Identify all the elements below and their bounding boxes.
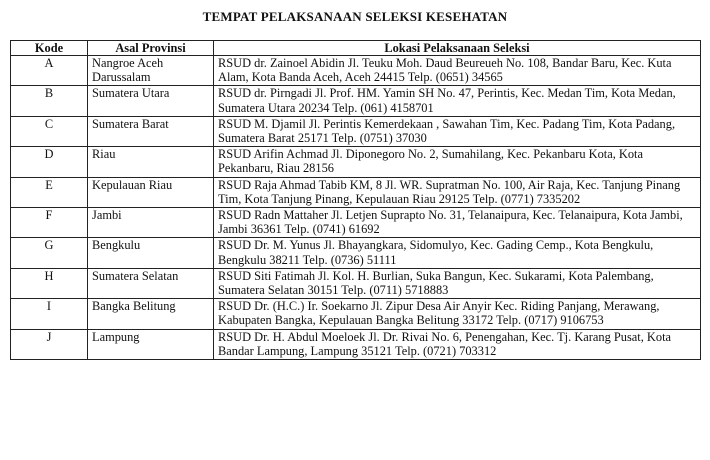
lokasi-cell: RSUD dr. Pirngadi Jl. Prof. HM. Yamin SH No. 47, Perintis, Kec. Medan Tim, Kota Medan, Sumatera Utara 20234 Telp. (061) 4158701 [214, 86, 701, 116]
kode-cell: B [11, 86, 88, 116]
header-asal-provinsi: Asal Provinsi [88, 41, 214, 56]
table-row [11, 56, 701, 86]
table-row [11, 177, 701, 207]
page-title: TEMPAT PELAKSANAAN SELEKSI KESEHATAN [202, 9, 508, 24]
table-header-row [11, 41, 701, 56]
kode-cell: D [11, 147, 88, 177]
kode-cell: C [11, 116, 88, 146]
provinsi-cell: Jambi [88, 208, 214, 238]
provinsi-cell: Kepulauan Riau [88, 177, 214, 207]
table-row [11, 208, 701, 238]
provinsi-cell: Nangroe Aceh Darussalam [88, 56, 214, 86]
lokasi-cell: RSUD Raja Ahmad Tabib KM, 8 Jl. WR. Supratman No. 100, Air Raja, Kec. Tanjung Pinang Tim, Kota Tanjung Pinang, Kepulauan Riau 29125 Telp. (0771) 7335202 [214, 177, 701, 207]
lokasi-cell: RSUD Siti Fatimah Jl. Kol. H. Burlian, Suka Bangun, Kec. Sukarami, Kota Palembang, Sumatera Selatan 30151 Telp. (0711) 5718883 [214, 268, 701, 298]
lokasi-cell: RSUD Dr. M. Yunus Jl. Bhayangkara, Sidomulyo, Kec. Gading Cemp., Kota Bengkulu, Bengkulu 38211 Telp. (0736) 51111 [214, 238, 701, 268]
lokasi-cell: RSUD Dr. (H.C.) Ir. Soekarno Jl. Zipur Desa Air Anyir Kec. Riding Panjang, Merawang, Kabupaten Bangka, Kepulauan Bangka Belitung 33172 Telp. (0717) 9106753 [214, 299, 701, 329]
table-row [11, 329, 701, 359]
kode-cell: J [11, 329, 88, 359]
health-selection-locations-table [10, 40, 701, 360]
kode-cell: A [11, 56, 88, 86]
table-row [11, 147, 701, 177]
lokasi-cell: RSUD M. Djamil Jl. Perintis Kemerdekaan , Sawahan Tim, Kec. Padang Tim, Kota Padang, Sumatera Barat 25171 Telp. (0751) 37030 [214, 116, 701, 146]
lokasi-cell: RSUD dr. Zainoel Abidin Jl. Teuku Moh. Daud Beureueh No. 108, Bandar Baru, Kec. Kuta Alam, Kota Banda Aceh, Aceh 24415 Telp. (0651) 34565 [214, 56, 701, 86]
provinsi-cell: Bengkulu [88, 238, 214, 268]
kode-cell: G [11, 238, 88, 268]
provinsi-cell: Sumatera Barat [88, 116, 214, 146]
header-lokasi: Lokasi Pelaksanaan Seleksi [214, 41, 701, 56]
lokasi-cell: RSUD Dr. H. Abdul Moeloek Jl. Dr. Rivai No. 6, Penengahan, Kec. Tj. Karang Pusat, Kota Bandar Lampung, Lampung 35121 Telp. (0721) 703312 [214, 329, 701, 359]
kode-cell: H [11, 268, 88, 298]
provinsi-cell: Lampung [88, 329, 214, 359]
table-row [11, 86, 701, 116]
lokasi-cell: RSUD Radn Mattaher Jl. Letjen Suprapto No. 31, Telanaipura, Kec. Telanaipura, Kota Jambi, Jambi 36361 Telp. (0741) 61692 [214, 208, 701, 238]
table-row [11, 238, 701, 268]
provinsi-cell: Sumatera Selatan [88, 268, 214, 298]
provinsi-cell: Sumatera Utara [88, 86, 214, 116]
table-row [11, 116, 701, 146]
kode-cell: E [11, 177, 88, 207]
table-row [11, 299, 701, 329]
header-kode: Kode [11, 41, 88, 56]
kode-cell: I [11, 299, 88, 329]
provinsi-cell: Riau [88, 147, 214, 177]
kode-cell: F [11, 208, 88, 238]
table-row [11, 268, 701, 298]
provinsi-cell: Bangka Belitung [88, 299, 214, 329]
lokasi-cell: RSUD Arifin Achmad Jl. Diponegoro No. 2, Sumahilang, Kec. Pekanbaru Kota, Kota Pekanbaru, Riau 28156 [214, 147, 701, 177]
